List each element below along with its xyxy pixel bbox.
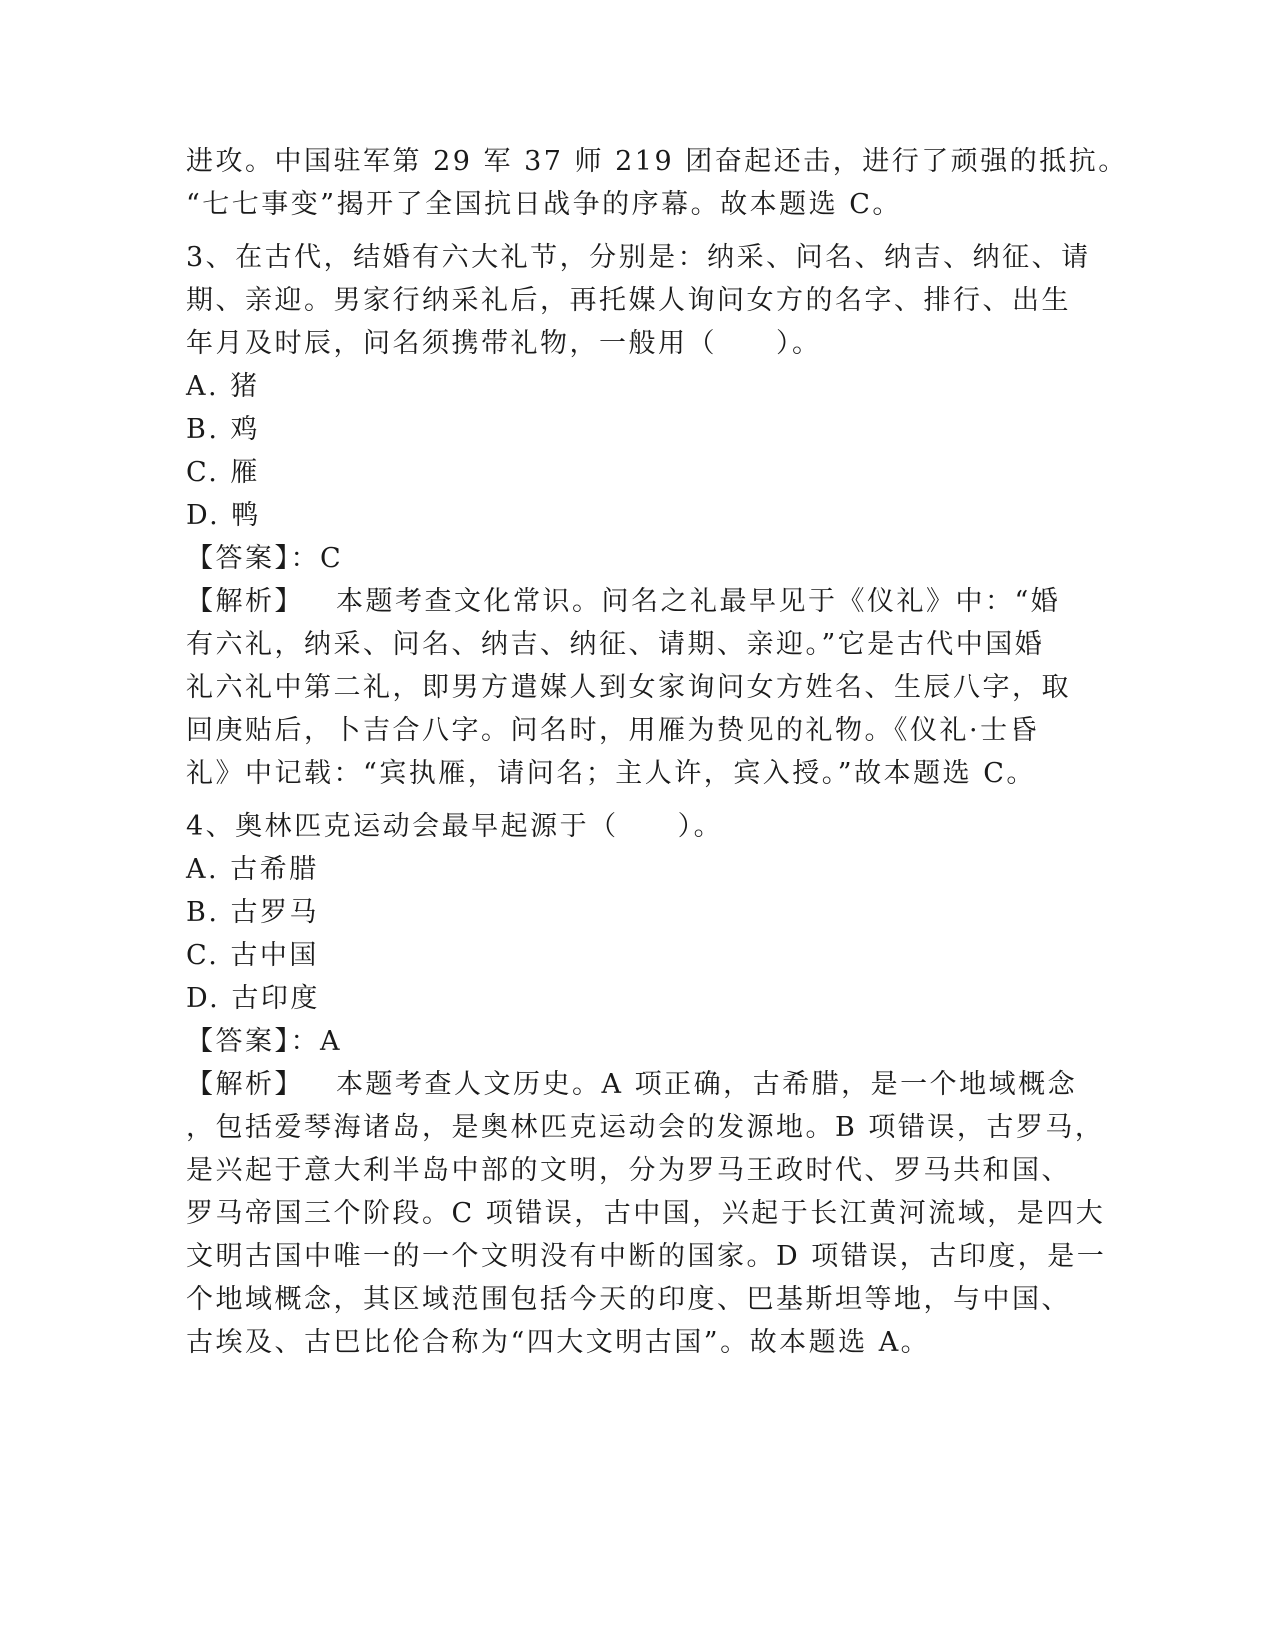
- question-4: [186, 805, 1107, 1364]
- question-stem-line: 年月及时辰，问名须携带礼物，一般用（ ）。: [186, 328, 822, 359]
- option-a: A. 猪: [186, 371, 260, 402]
- analysis-text: 本题考查文化常识。问名之礼最早见于《仪礼》中：“婚: [336, 586, 1061, 617]
- analysis-line: 礼六礼中第二礼，即男方遣媒人到女家询问女方姓名、生辰八字，取: [186, 672, 1071, 703]
- option-c: C. 雁: [186, 457, 260, 488]
- previous-analysis-continuation: [186, 140, 1128, 226]
- option-b: B. 鸡: [186, 414, 261, 445]
- analysis-text: 本题考查人文历史。A 项正确，古希腊，是一个地域概念: [336, 1069, 1078, 1100]
- analysis-line: 罗马帝国三个阶段。C 项错误，古中国，兴起于长江黄河流域，是四大: [186, 1198, 1106, 1229]
- text-line: “七七事变”揭开了全国抗日战争的序幕。故本题选 C。: [186, 189, 902, 220]
- analysis-first-line: [186, 580, 1086, 623]
- option-c: C. 古中国: [186, 940, 319, 971]
- analysis-label: 【解析】: [186, 1069, 304, 1100]
- text-line: 进攻。中国驻军第 29 军 37 师 219 团奋起还击，进行了顽强的抵抗。: [186, 146, 1128, 177]
- question-stem-line: 期、亲迎。男家行纳采礼后，再托媒人询问女方的名字、排行、出生: [186, 285, 1071, 316]
- question-stem-line: 3、在古代，结婚有六大礼节，分别是：纳采、问名、纳吉、纳征、请: [186, 242, 1091, 273]
- option-d: D. 古印度: [186, 983, 320, 1014]
- question-stem-line: 4、奥林匹克运动会最早起源于（ ）。: [186, 811, 724, 842]
- answer-line: 【答案】：C: [186, 543, 344, 574]
- option-a: A. 古希腊: [186, 854, 319, 885]
- document-page: [186, 140, 1128, 1374]
- analysis-line: 文明古国中唯一的一个文明没有中断的国家。D 项错误，古印度，是一: [186, 1241, 1107, 1272]
- question-3: [186, 236, 1091, 795]
- analysis-line: 是兴起于意大利半岛中部的文明，分为罗马王政时代、罗马共和国、: [186, 1155, 1071, 1186]
- analysis-first-line: [186, 1063, 1086, 1106]
- analysis-line: ，包括爱琴海诸岛，是奥林匹克运动会的发源地。B 项错误，古罗马，: [186, 1112, 1105, 1143]
- analysis-line: 礼》中记载：“宾执雁，请问名；主人许，宾入授。”故本题选 C。: [186, 758, 1036, 789]
- answer-line: 【答案】：A: [186, 1026, 342, 1057]
- analysis-line: 古埃及、古巴比伦合称为“四大文明古国”。故本题选 A。: [186, 1327, 931, 1358]
- analysis-line: 回庚贴后，卜吉合八字。问名时，用雁为贽见的礼物。《仪礼·士昏: [186, 715, 1040, 746]
- analysis-line: 个地域概念，其区域范围包括今天的印度、巴基斯坦等地，与中国、: [186, 1284, 1071, 1315]
- analysis-line: 有六礼，纳采、问名、纳吉、纳征、请期、亲迎。”它是古代中国婚: [186, 629, 1045, 660]
- option-d: D. 鸭: [186, 500, 261, 531]
- option-b: B. 古罗马: [186, 897, 320, 928]
- analysis-label: 【解析】: [186, 586, 304, 617]
